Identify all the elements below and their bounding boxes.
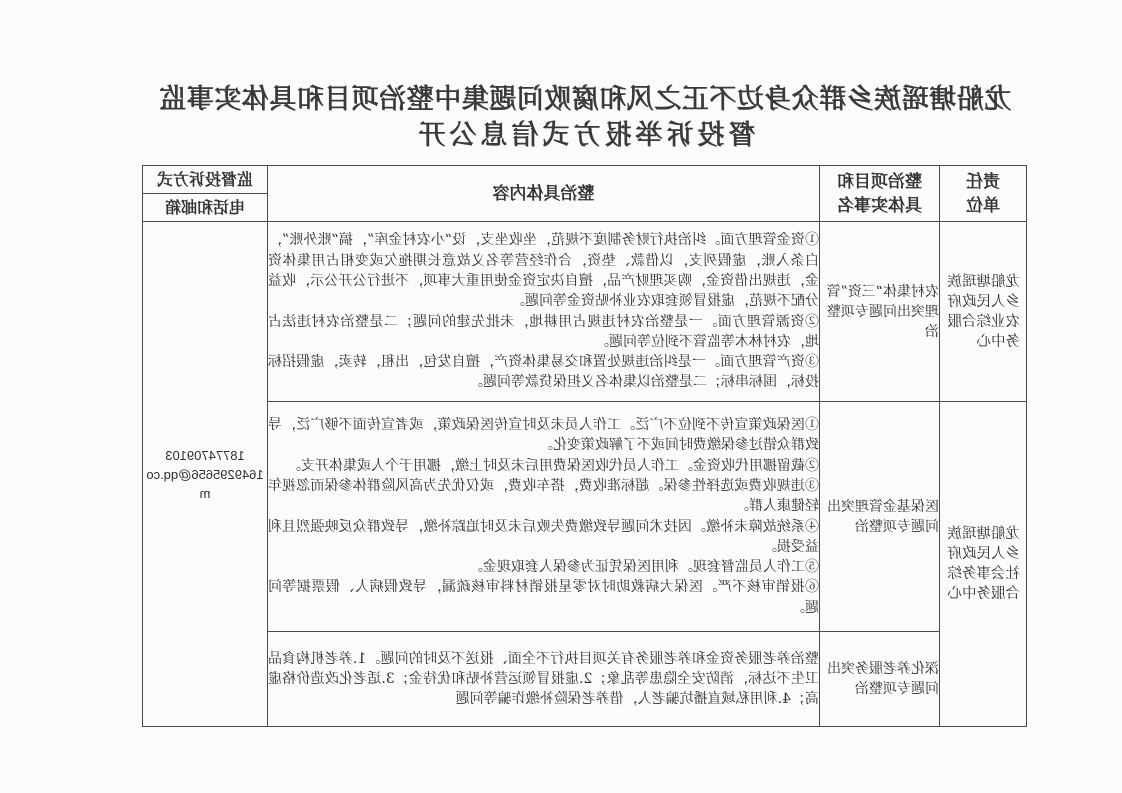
header-project-label: 整治项目和具体实事名	[837, 171, 922, 216]
row-2-content-item: ③违规收费或选择性参保。超标准收费，搭车收费，或仅优先为高风险群体参保而忽视年轻健康人群。	[268, 477, 819, 515]
table-header-row	[143, 166, 1027, 222]
contact-phone: 18774709103	[165, 447, 245, 463]
header-content-label: 整治具体内容	[492, 183, 595, 204]
row-3-content	[268, 632, 820, 727]
row-2-project: 医保基金管理突出问题专项整治	[820, 402, 940, 632]
header-contact	[143, 166, 268, 222]
header-unit	[940, 166, 1027, 222]
row-2-content-item: ②截留挪用代收资金。工作人员代收医保费用后未及时上缴，挪用于个人或集体开支。	[287, 457, 819, 474]
table-row	[143, 632, 1027, 727]
header-unit-label: 责任单位	[966, 171, 1000, 216]
title-line-2: 督投诉举报方式信息公开	[414, 120, 756, 151]
contact-email: 1649295656@qq.com	[146, 466, 264, 501]
row-3-content-item: 整治养老服务资金和养老服务有关项目执行不全面、报送不及时的问题。1.养老机构食品卫生不达标，消防安全隐患等乱象；2.虚报冒领运营补贴和优待金；3.适老化改造价格虚高；4.利用私域直播坑骗老人，借养老保险补缴诈骗等问题	[268, 650, 819, 708]
contact-cell	[143, 222, 268, 727]
row-1-content-item: ③资产管理方面。一是纠治违规处置和交易集体资产，擅自发包，出租，转卖，虚假招标投标，围标串标；二是整治以集体名义担保贷款等问题。	[268, 354, 819, 391]
row-2-unit-text: 龙船塘瑶族乡人民政府社会事务综合服务中心	[947, 526, 1020, 602]
row-2-content-item: ①医保政策宣传不到位不广泛。工作人员未及时宣传医保政策，或者宣传面不够广泛，导致群众错过参保缴费时间或不了解政策变化。	[268, 417, 819, 454]
header-content	[268, 166, 820, 222]
header-contact-line-1: 监督投诉方式	[143, 166, 267, 194]
row-2-content-item: ⑥报销审核不严。医保大病救助时对零星报销材料审核疏漏，导致假病人、假票据等问题。	[268, 579, 819, 616]
row-1-unit-text: 龙船塘瑶族乡人民政府农业综合服务中心	[947, 273, 1020, 350]
row-2-content	[268, 402, 820, 632]
row-2-content-item: ⑤工作人员监督套现。利用医保凭证为参保人套取现金。	[469, 559, 819, 576]
header-project	[820, 166, 940, 222]
row-3-project: 深化养老服务突出问题专项整治	[820, 632, 940, 727]
row-1-content	[268, 222, 820, 402]
rectification-table	[142, 165, 1027, 727]
title-line-1: 龙船塘瑶族乡群众身边不正之风和腐败问题集中整治项目和具体实事监	[158, 84, 1012, 115]
header-contact-line-2: 电话和邮箱	[165, 198, 246, 217]
table-row	[143, 222, 1027, 402]
row-1-content-item: ②资源管理方面。一是整治农村违规占用耕地，未批先建的问题；二是整治农村违法占地，农村林木等监管不到位等问题。	[268, 313, 819, 350]
row-2-unit	[940, 402, 1027, 727]
row-1-project: 农村集体“三资”管理突出问题专项整治	[820, 222, 940, 402]
row-1-content-item: ①资金管理方面。纠治执行财务制度不规范，坐收坐支，设“小农村金库”，搞“账外账”，白条入账，虚假列支，以借款、垫资，合作经营等名义故意长期拖欠或变相占用集体资金，违规出借资金，购买理财产品，擅自决定资金使用重大事项，不进行公开公示，收益分配不规范，虚报冒领套取农业补贴资金等问题。	[268, 232, 819, 310]
table-row	[143, 402, 1027, 632]
row-1-unit	[940, 222, 1027, 402]
row-2-content-item: ④系统故障未补缴。因技术问题导致缴费失败后未及时追踪补缴，导致群众反映强烈且利益受损。	[268, 518, 819, 555]
document-title	[143, 82, 1027, 154]
